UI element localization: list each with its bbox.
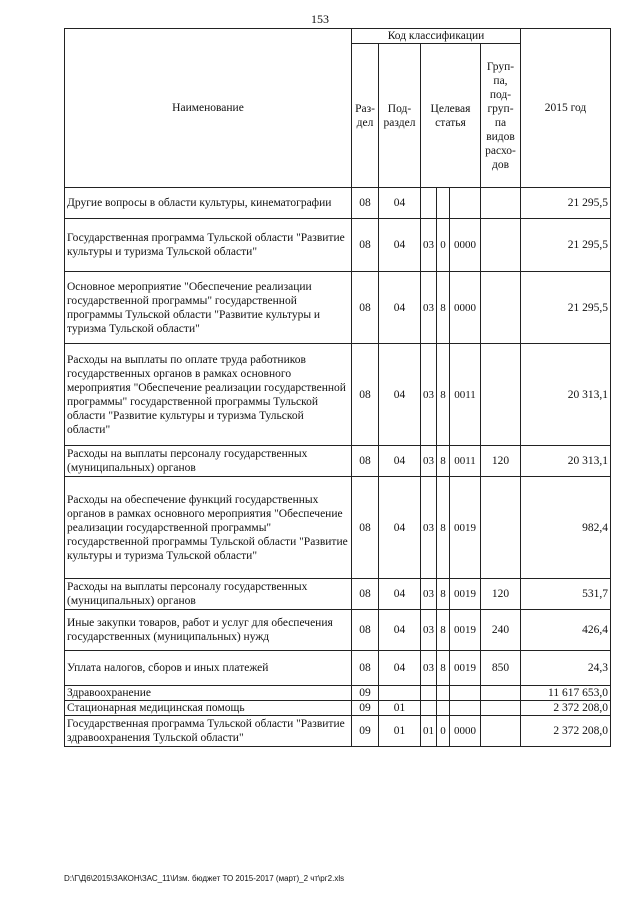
row-target-direction: 0000 [450,219,481,272]
header-target-article: Целевая статья [421,44,481,188]
row-target-program [421,701,437,716]
row-expense-group [481,344,521,446]
row-target-program [421,686,437,701]
row-target-direction: 0000 [450,716,481,747]
row-expense-group: 120 [481,446,521,477]
row-subsection: 04 [379,477,421,579]
row-section: 09 [352,686,379,701]
header-expense-group: Груп- па, под- груп- па видов расхо- дов [481,44,521,188]
table-row [65,651,611,686]
row-target-direction [450,188,481,219]
row-target-subprogram: 8 [437,344,450,446]
table-row [65,610,611,651]
row-amount: 20 313,1 [521,344,611,446]
row-section: 08 [352,579,379,610]
row-amount: 21 295,5 [521,272,611,344]
row-target-program [421,188,437,219]
row-subsection: 04 [379,446,421,477]
row-amount: 21 295,5 [521,188,611,219]
row-section: 08 [352,651,379,686]
row-amount: 24,3 [521,651,611,686]
header-name: Наименование [65,29,352,188]
row-expense-group [481,272,521,344]
row-name: Расходы на выплаты по оплате труда работников государственных органов в рамках основного мероприятия "Обеспечение реализации государственной программы" государственной программы Тульской области "Развитие культуры и туризма Тульской области" [65,344,352,446]
row-expense-group [481,701,521,716]
table-row [65,701,611,716]
row-target-subprogram: 8 [437,272,450,344]
row-target-program: 03 [421,219,437,272]
row-target-subprogram: 8 [437,651,450,686]
row-subsection: 04 [379,344,421,446]
row-expense-group [481,219,521,272]
table-row [65,344,611,446]
row-target-direction: 0019 [450,610,481,651]
row-subsection: 04 [379,219,421,272]
row-target-subprogram [437,701,450,716]
row-section: 08 [352,446,379,477]
row-subsection: 04 [379,579,421,610]
row-section: 08 [352,610,379,651]
row-amount: 11 617 653,0 [521,686,611,701]
row-target-direction: 0019 [450,579,481,610]
row-target-direction: 0011 [450,344,481,446]
table-row [65,686,611,701]
row-target-direction: 0019 [450,651,481,686]
row-section: 08 [352,188,379,219]
row-name: Расходы на выплаты персоналу государственных (муниципальных) органов [65,446,352,477]
row-section: 08 [352,477,379,579]
table-row [65,272,611,344]
row-expense-group: 850 [481,651,521,686]
row-target-subprogram: 8 [437,579,450,610]
row-section: 08 [352,344,379,446]
row-target-direction [450,701,481,716]
row-name: Уплата налогов, сборов и иных платежей [65,651,352,686]
row-target-program: 03 [421,344,437,446]
row-target-direction: 0019 [450,477,481,579]
row-target-direction: 0000 [450,272,481,344]
row-expense-group [481,188,521,219]
row-subsection: 01 [379,716,421,747]
row-subsection: 04 [379,188,421,219]
header-classification-code: Код классификации [352,29,521,44]
row-target-subprogram [437,188,450,219]
table-row [65,188,611,219]
table-row [65,219,611,272]
row-amount: 982,4 [521,477,611,579]
row-target-direction [450,686,481,701]
row-amount: 21 295,5 [521,219,611,272]
header-section: Раз- дел [352,44,379,188]
row-amount: 2 372 208,0 [521,716,611,747]
row-target-program: 03 [421,446,437,477]
row-subsection: 04 [379,651,421,686]
row-target-program: 01 [421,716,437,747]
row-section: 08 [352,219,379,272]
row-target-subprogram: 0 [437,219,450,272]
file-path-footer: D:\Г\Д6\2015\ЗАКОН\ЗАС_11\Изм. бюджет ТО 2015-2017 (март)_2 чт\рг2.xls [64,874,345,883]
page-number: 153 [311,12,329,26]
row-amount: 531,7 [521,579,611,610]
header-year: 2015 год [521,29,611,188]
table-row [65,477,611,579]
row-target-program: 03 [421,272,437,344]
row-expense-group [481,716,521,747]
budget-table [64,28,611,747]
row-name: Государственная программа Тульской области "Развитие здравоохранения Тульской области" [65,716,352,747]
table-row [65,446,611,477]
table-body [65,188,611,747]
header-subsection: Под- раздел [379,44,421,188]
row-amount: 20 313,1 [521,446,611,477]
row-expense-group [481,477,521,579]
row-name: Стационарная медицинская помощь [65,701,352,716]
row-subsection: 01 [379,701,421,716]
row-name: Расходы на обеспечение функций государственных органов в рамках основного мероприятия "Обеспечение реализации государственной программы" государственной программы Тульской области "Развитие культуры и туризма Тульской области" [65,477,352,579]
row-subsection [379,686,421,701]
row-target-subprogram: 8 [437,610,450,651]
row-expense-group [481,686,521,701]
row-target-subprogram: 8 [437,477,450,579]
row-name: Другие вопросы в области культуры, кинематографии [65,188,352,219]
row-expense-group: 240 [481,610,521,651]
row-target-subprogram: 8 [437,446,450,477]
row-name: Основное мероприятие "Обеспечение реализации государственной программы" государственной программы Тульской области "Развитие культуры и туризма Тульской области" [65,272,352,344]
row-name: Иные закупки товаров, работ и услуг для обеспечения государственных (муниципальных) нужд [65,610,352,651]
row-section: 08 [352,272,379,344]
table-row [65,579,611,610]
row-subsection: 04 [379,272,421,344]
row-target-program: 03 [421,651,437,686]
row-subsection: 04 [379,610,421,651]
row-amount: 2 372 208,0 [521,701,611,716]
row-name: Государственная программа Тульской области "Развитие культуры и туризма Тульской области" [65,219,352,272]
row-name: Здравоохранение [65,686,352,701]
row-target-subprogram: 0 [437,716,450,747]
table-row [65,716,611,747]
row-target-subprogram [437,686,450,701]
row-section: 09 [352,716,379,747]
row-section: 09 [352,701,379,716]
row-target-program: 03 [421,579,437,610]
row-target-program: 03 [421,610,437,651]
row-expense-group: 120 [481,579,521,610]
row-target-direction: 0011 [450,446,481,477]
row-name: Расходы на выплаты персоналу государственных (муниципальных) органов [65,579,352,610]
row-target-program: 03 [421,477,437,579]
row-amount: 426,4 [521,610,611,651]
